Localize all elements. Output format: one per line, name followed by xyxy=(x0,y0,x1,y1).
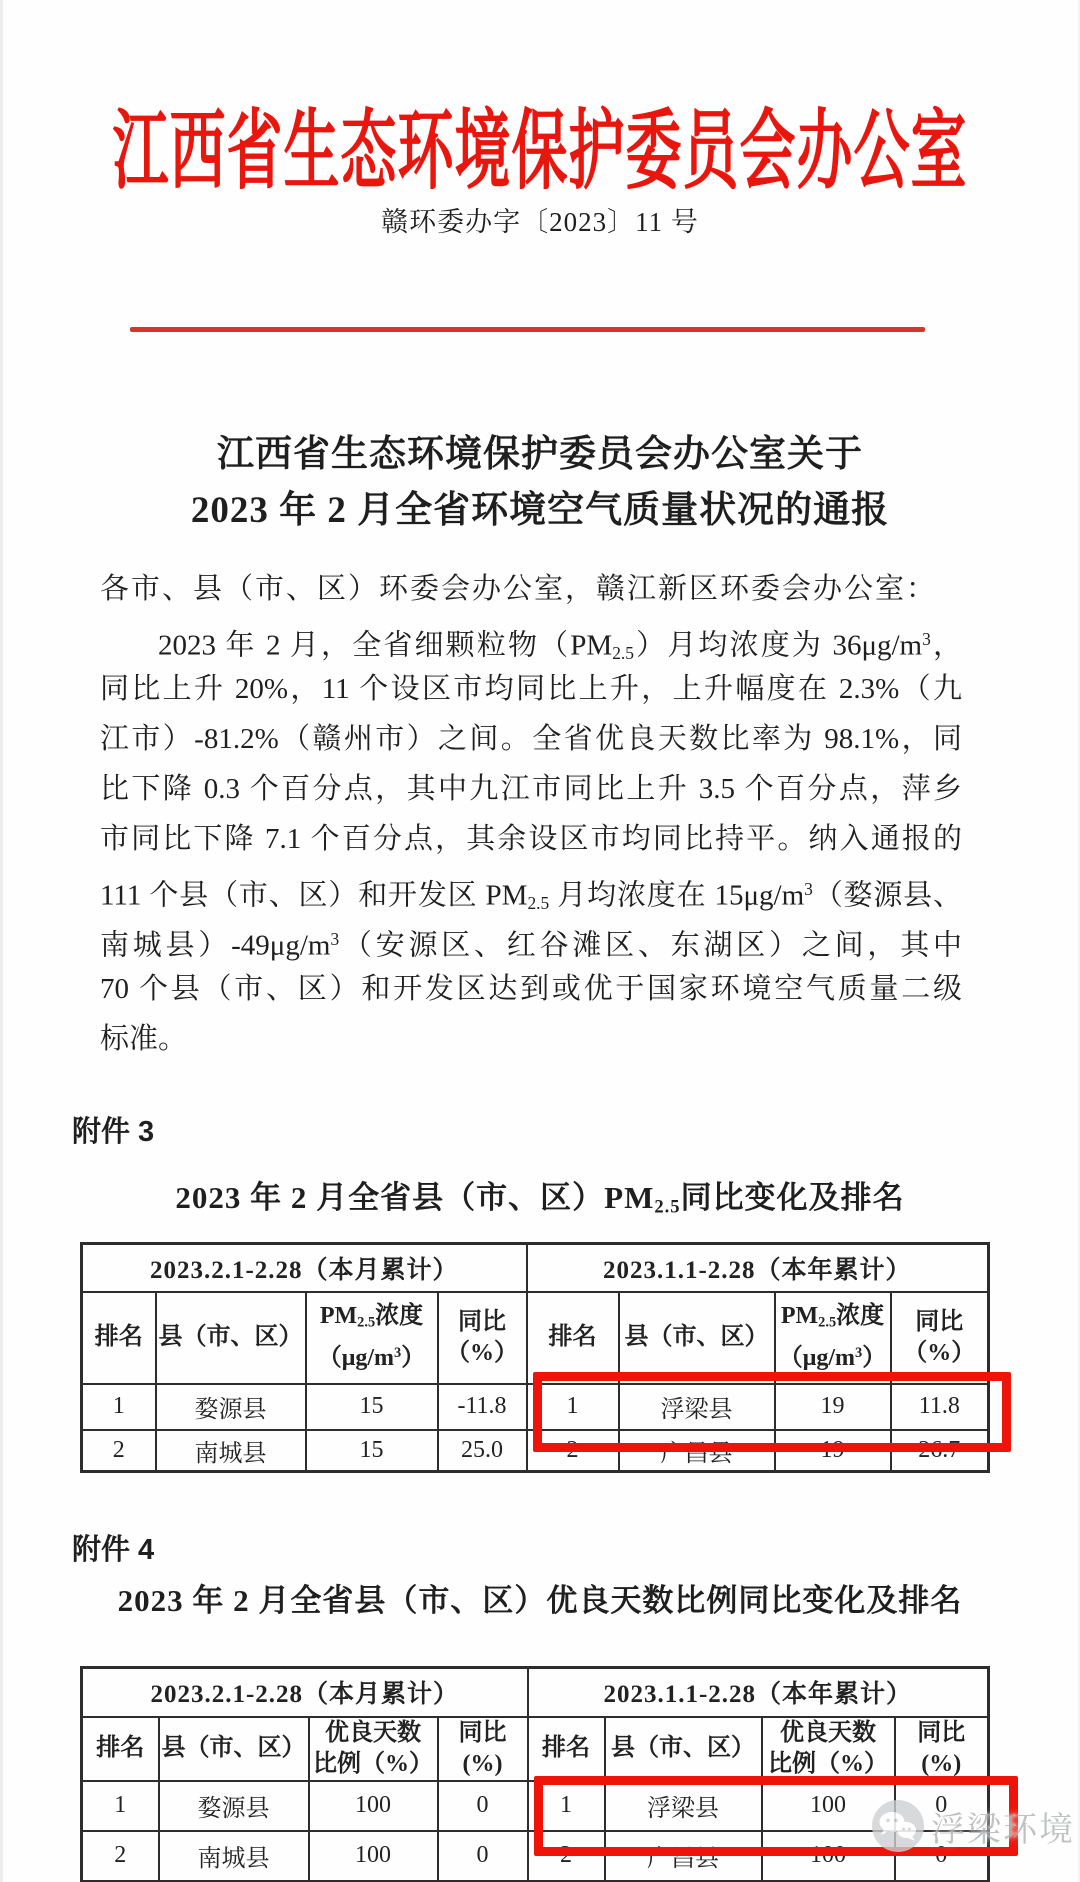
cell: -11.8 xyxy=(438,1384,527,1430)
cell: 南城县 xyxy=(159,1831,309,1881)
table-row xyxy=(82,1781,989,1831)
cell: 1 xyxy=(527,1384,619,1430)
col-header: 县（市、区） xyxy=(605,1717,762,1781)
pm25-ranking-table xyxy=(80,1242,990,1473)
table1-title: 2023 年 2 月全省县（市、区）$PM_{2.5}$同比变化及排名 xyxy=(175,1180,905,1218)
col-header: 优良天数 比例（%） xyxy=(762,1717,895,1781)
watermark-text: 浮梁环境 xyxy=(931,1810,1075,1849)
col-header: 排名 xyxy=(527,1292,619,1384)
cell: 1 xyxy=(82,1384,156,1430)
cell: 2 xyxy=(527,1430,619,1472)
cell: 15 xyxy=(306,1384,438,1430)
cell-highlighted-county: 浮梁县 xyxy=(605,1781,762,1831)
cell: 广昌县 xyxy=(619,1430,775,1472)
cell: 26.7 xyxy=(891,1430,989,1472)
table-row xyxy=(82,1430,989,1472)
col-header: 排名 xyxy=(82,1292,156,1384)
table-row xyxy=(82,1831,989,1881)
group-header-month: 2023.2.1-2.28（本月累计） xyxy=(82,1244,527,1292)
cell-highlighted-county: 浮梁县 xyxy=(619,1384,775,1430)
col-header: $PM_{2.5}$浓度 $(\mu g/m^3)$ xyxy=(775,1292,891,1384)
body-line: 江市）-81.2%（赣州市）之间。全省优良天数比率为 98.1%，同 xyxy=(100,723,962,755)
red-divider-line xyxy=(130,327,925,332)
col-header: 优良天数 比例（%） xyxy=(309,1717,438,1781)
cell: 19 xyxy=(775,1384,891,1430)
group-header-year: 2023.1.1-2.28（本年累计） xyxy=(527,1244,989,1292)
cell: 0 xyxy=(438,1781,528,1831)
cell: 19 xyxy=(775,1430,891,1472)
body-line: 111 个县（市、区）和开发区 $PM_{2.5}$ 月均浓度在 $15\mu g/m^3$（婺源县、 xyxy=(100,879,962,913)
doc-number: 赣环委办字〔2023〕11 号 xyxy=(381,207,699,237)
notice-body xyxy=(100,564,962,1064)
group-header-year: 2023.1.1-2.28（本年累计） xyxy=(528,1668,989,1717)
good-days-ranking-table xyxy=(80,1666,990,1882)
cell: 2 xyxy=(82,1430,156,1472)
watermark xyxy=(872,1800,1075,1852)
wechat-chat-bubbles-icon xyxy=(872,1800,924,1852)
table-row xyxy=(82,1292,989,1384)
col-header: $PM_{2.5}$浓度 $(\mu g/m^3)$ xyxy=(306,1292,438,1384)
body-line: 标准。 xyxy=(100,1023,188,1055)
col-header: 同比 (%) xyxy=(438,1717,528,1781)
col-header: 县（市、区） xyxy=(619,1292,775,1384)
cell: 100 xyxy=(762,1781,895,1831)
table-row xyxy=(82,1244,989,1292)
letterhead-title: 江西省生态环境保护委员会办公室 xyxy=(112,104,968,201)
col-header: 同比 （%） xyxy=(438,1292,527,1384)
body-line: 同比上升 20%，11 个设区市均同比上升，上升幅度在 2.3%（九 xyxy=(100,673,962,705)
cell: 11.8 xyxy=(891,1384,989,1430)
table1-wrapper xyxy=(80,1242,987,1473)
cell: 15 xyxy=(306,1430,438,1472)
group-header-month: 2023.2.1-2.28（本月累计） xyxy=(82,1668,528,1717)
table2-wrapper xyxy=(80,1666,987,1882)
cell: 婺源县 xyxy=(156,1384,306,1430)
cell: 南城县 xyxy=(156,1430,306,1472)
col-header: 县（市、区） xyxy=(159,1717,309,1781)
body-line-salutation: 各市、县（市、区）环委会办公室，赣江新区环委会办公室： xyxy=(100,573,938,605)
attachment4-label: 附件 4 xyxy=(72,1534,155,1566)
body-line: 南城县）$-49\mu g/m^3$（安源区、红谷滩区、东湖区）之间，其中 xyxy=(100,929,962,962)
body-line: 市同比下降 7.1 个百分点，其余设区市均同比持平。纳入通报的 xyxy=(100,823,962,855)
col-header: 县（市、区） xyxy=(156,1292,306,1384)
cell: 100 xyxy=(309,1831,438,1881)
notice-title-line1: 江西省生态环境保护委员会办公室关于 xyxy=(217,434,863,475)
table2-title: 2023 年 2 月全省县（市、区）优良天数比例同比变化及排名 xyxy=(117,1583,963,1618)
cell: 0 xyxy=(438,1831,528,1881)
cell: 广昌县 xyxy=(605,1831,762,1881)
cell: 0 xyxy=(895,1781,989,1831)
cell: 100 xyxy=(762,1831,895,1881)
col-header: 排名 xyxy=(528,1717,605,1781)
cell: 2 xyxy=(528,1831,605,1881)
attachment3-label: 附件 3 xyxy=(72,1116,155,1148)
table-row xyxy=(82,1384,989,1430)
col-header: 同比 (%) xyxy=(895,1717,989,1781)
cell: 1 xyxy=(82,1781,159,1831)
cell: 0 xyxy=(895,1831,989,1881)
body-line: 70 个县（市、区）和开发区达到或优于国家环境空气质量二级 xyxy=(100,973,962,1005)
notice-title-line2: 2023 年 2 月全省环境空气质量状况的通报 xyxy=(190,490,890,531)
col-header: 排名 xyxy=(82,1717,159,1781)
cell: 25.0 xyxy=(438,1430,527,1472)
cell: 婺源县 xyxy=(159,1781,309,1831)
table-row xyxy=(82,1668,989,1717)
cell: 2 xyxy=(82,1831,159,1881)
body-line: 比下降 0.3 个百分点，其中九江市同比上升 3.5 个百分点，萍乡 xyxy=(100,773,962,805)
col-header: 同比 （%） xyxy=(891,1292,989,1384)
cell: 100 xyxy=(309,1781,438,1831)
table-row xyxy=(82,1717,989,1781)
cell: 1 xyxy=(528,1781,605,1831)
notice-title xyxy=(0,427,1080,539)
body-line: 2023 年 2 月，全省细颗粒物$(PM_{2.5})$月均浓度为 $36\mu g/m^3$， xyxy=(158,629,962,663)
